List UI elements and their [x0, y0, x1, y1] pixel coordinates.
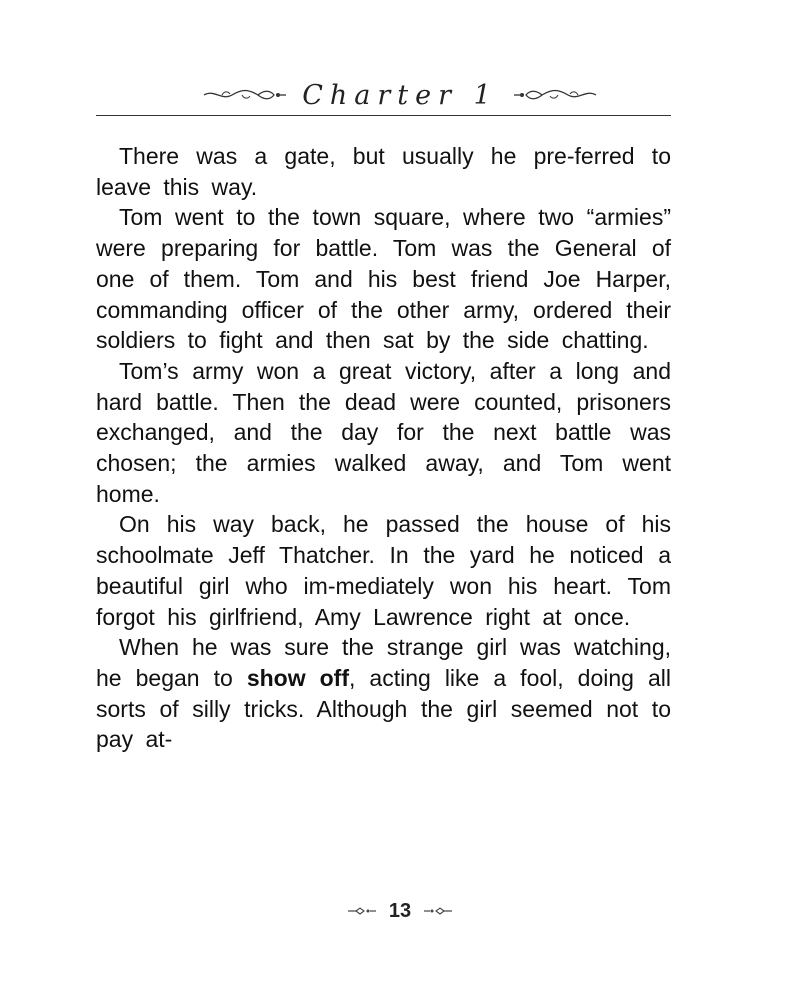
body-text	[96, 141, 671, 755]
right-flourish-ornament	[512, 87, 598, 103]
paragraph: Tom went to the town square, where two “armies” were preparing for battle. Tom was the General of one of them. Tom and his best friend Joe Harper, commanding officer of the other army, ordered their soldiers to fight and then sat by the side chatting.	[96, 204, 671, 354]
left-footer-ornament	[347, 906, 377, 916]
right-footer-ornament	[423, 906, 453, 916]
chapter-title: Charter 1	[302, 79, 498, 111]
header-divider	[96, 115, 671, 116]
left-flourish-ornament	[202, 87, 288, 103]
chapter-header	[0, 78, 800, 112]
paragraph: Tom’s army won a great victory, after a long and hard battle. Then the dead were counted, prisoners exchanged, and the day for the next battle was chosen; the armies walked away, and Tom went home.	[96, 357, 671, 507]
paragraph	[96, 632, 671, 755]
page-number: 13	[388, 899, 412, 922]
page-footer	[0, 899, 800, 923]
paragraph: On his way back, he passed the house of his schoolmate Jeff Thatcher. In the yard he noticed a beautiful girl who im-mediately won his heart. Tom forgot his girlfriend, Amy Lawrence right at once.	[96, 511, 671, 630]
paragraph: There was a gate, but usually he pre-ferred to leave this way.	[96, 143, 671, 200]
paragraph-text-after: , acting like a fool, doing all sorts of silly tricks. Although the girl seemed not to pay at-	[96, 664, 671, 753]
paragraph-text-before: When he was sure the strange girl was watching, he began to	[96, 634, 671, 691]
bold-phrase: show off	[246, 664, 349, 691]
